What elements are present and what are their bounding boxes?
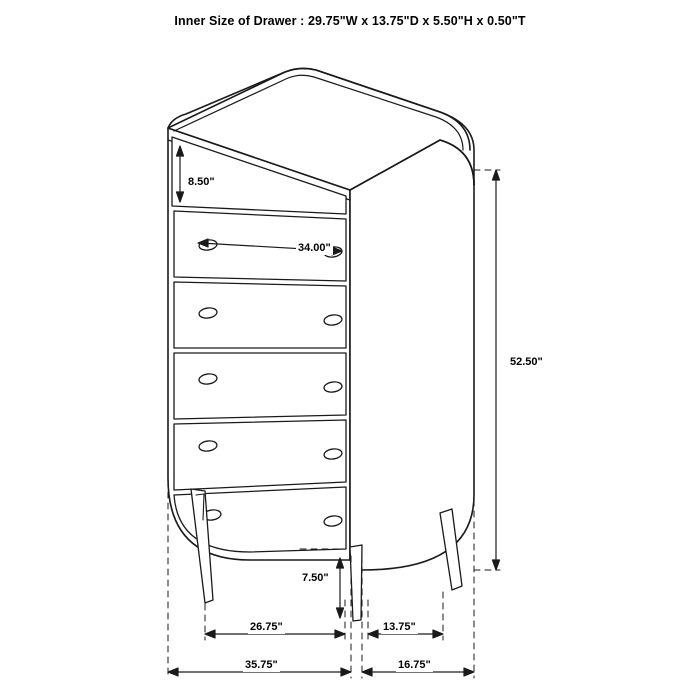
dimension-label-side-depth: 13.75" (383, 621, 416, 633)
page-title: Inner Size of Drawer : 29.75"W x 13.75"D x 5.50"H x 0.50"T (174, 14, 526, 28)
dimension-label-top-width: 34.00" (298, 242, 331, 254)
dimension-label-top-depth: 8.50" (188, 176, 215, 188)
dimension-label-leg-span: 26.75" (250, 621, 283, 633)
dimension-label-leg-height: 7.50" (302, 572, 329, 584)
drawer-2 (174, 282, 346, 348)
cabinet-side-face (350, 140, 474, 570)
dimension-label-total-depth: 16.75" (398, 659, 431, 671)
dimension-label-overall-height: 52.50" (510, 356, 543, 368)
leg-front-right (350, 545, 362, 621)
drawer-4 (174, 420, 346, 490)
dimension-label-total-width: 35.75" (245, 659, 278, 671)
drawer-3 (174, 353, 346, 419)
